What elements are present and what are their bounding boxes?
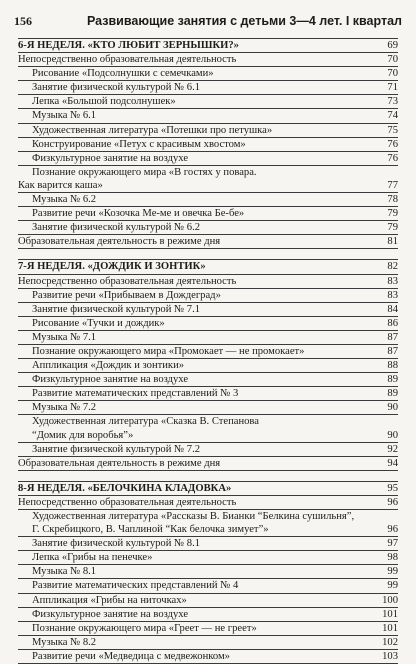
- toc-entry-title: Физкультурное занятие на воздухе: [32, 152, 189, 164]
- toc-entry-title: Непосредственно образовательная деятельность: [18, 275, 237, 287]
- toc-week-heading: [18, 481, 398, 496]
- toc-entry-page: 87: [387, 345, 398, 357]
- toc-entry-title: Аппликация «Дождик и зонтики»: [32, 360, 185, 372]
- toc-entry: [18, 303, 398, 317]
- toc-entry-title: Рисование «Подсолнушки с семечками»: [32, 68, 214, 80]
- toc-entry-page: 76: [387, 152, 398, 164]
- toc-week-heading: [18, 259, 398, 274]
- toc-entry-page: 89: [387, 388, 398, 400]
- toc-entry: [18, 95, 398, 109]
- toc-entry: [18, 636, 398, 650]
- toc-entry-page: 73: [387, 96, 398, 108]
- toc-entry-page: 81: [387, 236, 398, 248]
- toc-entry: [18, 523, 398, 537]
- toc-entry-page: 83: [387, 275, 398, 287]
- section-gap: [18, 471, 398, 481]
- toc-entry-title: Художественная литература «Рассказы В. Бианки “Белкина сушильня”,: [32, 511, 355, 522]
- toc-entry-title: Музыка № 7.2: [32, 402, 97, 414]
- toc-entry-title: Конструирование «Петух с красивым хвостом»: [32, 138, 246, 150]
- toc-entry-page: 95: [387, 482, 398, 494]
- toc-entry-title: Образовательная деятельность в режиме дня: [18, 457, 221, 469]
- toc-entry-title: Физкультурное занятие на воздухе: [32, 374, 189, 386]
- toc-entry: [18, 207, 398, 221]
- toc-entry: [18, 345, 398, 359]
- toc-entry: [18, 608, 398, 622]
- toc-entry-title: Непосредственно образовательная деятельность: [18, 496, 237, 508]
- toc-entry-page: 102: [382, 636, 398, 648]
- toc-entry-page: 96: [387, 496, 398, 508]
- toc-entry-title: Аппликация «Грибы на ниточках»: [32, 594, 187, 606]
- toc-entry: [18, 193, 398, 207]
- page-header: [14, 10, 402, 32]
- toc-entry-page: 70: [387, 68, 398, 80]
- toc-entry-title: 6-Я НЕДЕЛЯ. «КТО ЛЮБИТ ЗЕРНЫШКИ?»: [18, 40, 239, 51]
- toc-entry-page: 71: [387, 82, 398, 94]
- toc-entry-title: Лепка «Грибы на пенечке»: [32, 552, 153, 564]
- toc-entry: [18, 650, 398, 664]
- toc-entry: [18, 496, 398, 510]
- toc-entry: [18, 429, 398, 443]
- toc-entry-page: 70: [387, 54, 398, 66]
- toc-entry-title: Музыка № 7.1: [32, 331, 97, 343]
- toc-entry-page: 86: [387, 317, 398, 329]
- running-title: Развивающие занятия с детьми 3—4 лет. I квартал: [86, 14, 402, 28]
- toc-entry-page: 88: [387, 360, 398, 372]
- toc-entry: [18, 622, 398, 636]
- toc-entry-title: Музыка № 6.2: [32, 194, 97, 206]
- toc-entry-page: 96: [387, 524, 398, 536]
- toc-entry-title: Музыка № 8.2: [32, 636, 97, 648]
- toc-entry: [18, 359, 398, 373]
- toc-entry-title: Занятие физической культурой № 7.1: [32, 303, 201, 315]
- toc-entry: [18, 510, 398, 523]
- toc-entry-title: Рисование «Тучки и дождик»: [32, 317, 165, 329]
- toc-entry-title: Музыка № 6.1: [32, 110, 97, 122]
- toc-entry: [18, 579, 398, 593]
- toc-entry-page: 76: [387, 138, 398, 150]
- toc-entry-title: Развитие речи «Прибываем в Дождеград»: [32, 289, 221, 301]
- toc-entry: [18, 457, 398, 471]
- toc-entry-title: Занятие физической культурой № 8.1: [32, 538, 201, 550]
- toc-entry-title: Музыка № 8.1: [32, 566, 97, 578]
- toc-entry-title: 8-Я НЕДЕЛЯ. «БЕЛОЧКИНА КЛАДОВКА»: [18, 482, 232, 494]
- toc-entry-title: Физкультурное занятие на воздухе: [32, 608, 189, 620]
- toc-entry: [18, 53, 398, 67]
- toc-entry: [18, 138, 398, 152]
- toc-entry-page: 77: [387, 179, 398, 191]
- toc-entry-page: 79: [387, 222, 398, 234]
- toc-entry-title: Художественная литература «Сказка В. Степанова: [32, 416, 259, 428]
- toc-entry-title: Развитие математических представлений № 4: [32, 580, 239, 592]
- toc-entry-page: 90: [387, 429, 398, 441]
- toc-entry-page: 101: [382, 608, 398, 620]
- toc-entry-page: 83: [387, 289, 398, 301]
- toc-entry-title: Занятие физической культурой № 7.2: [32, 443, 201, 455]
- toc-entry: [18, 373, 398, 387]
- toc-entry-page: 79: [387, 208, 398, 220]
- section-gap: [18, 249, 398, 259]
- toc-entry-page: 103: [382, 650, 398, 662]
- toc-entry-page: 92: [387, 443, 398, 455]
- toc-entry: [18, 275, 398, 289]
- toc-entry: [18, 443, 398, 457]
- toc-entry-page: 87: [387, 331, 398, 343]
- toc-entry-page: 69: [387, 40, 398, 51]
- toc-entry: [18, 401, 398, 415]
- toc-entry: [18, 317, 398, 331]
- toc-entry-page: 101: [382, 622, 398, 634]
- toc-entry-page: 98: [387, 552, 398, 564]
- table-of-contents: [18, 38, 398, 664]
- toc-entry-page: 82: [387, 261, 398, 273]
- toc-entry-title: Как варится каша»: [18, 179, 103, 191]
- toc-entry: [18, 565, 398, 579]
- toc-entry-title: Занятие физической культурой № 6.2: [32, 222, 201, 234]
- toc-entry-page: 94: [387, 457, 398, 469]
- toc-entry: [18, 221, 398, 235]
- toc-entry-title: 7-Я НЕДЕЛЯ. «ДОЖДИК И ЗОНТИК»: [18, 261, 206, 273]
- toc-entry-title: Образовательная деятельность в режиме дня: [18, 236, 221, 248]
- toc-entry-title: Лепка «Большой подсолнушек»: [32, 96, 176, 108]
- toc-entry: [18, 166, 398, 179]
- toc-entry: [18, 124, 398, 138]
- toc-entry-page: 99: [387, 580, 398, 592]
- toc-entry-page: 74: [387, 110, 398, 122]
- toc-entry-page: 100: [382, 594, 398, 606]
- toc-entry-title: Непосредственно образовательная деятельность: [18, 54, 237, 66]
- toc-entry: [18, 331, 398, 345]
- toc-entry: [18, 67, 398, 81]
- toc-entry-title: Занятие физической культурой № 6.1: [32, 82, 201, 94]
- toc-entry-page: 90: [387, 402, 398, 414]
- toc-entry: [18, 537, 398, 551]
- toc-entry: [18, 81, 398, 95]
- toc-entry: [18, 179, 398, 193]
- toc-entry-page: 89: [387, 374, 398, 386]
- toc-entry-title: Развитие речи «Козочка Ме-ме и овечка Бе-бе»: [32, 208, 245, 220]
- toc-entry-title: Познание окружающего мира «Промокает — не промокает»: [32, 345, 305, 357]
- toc-entry: [18, 415, 398, 428]
- toc-entry: [18, 594, 398, 608]
- toc-entry-title: “Домик для воробья”»: [32, 429, 134, 441]
- toc-week-heading: [18, 38, 398, 53]
- toc-entry: [18, 235, 398, 249]
- toc-entry-title: Художественная литература «Потешки про петушка»: [32, 124, 273, 136]
- toc-entry: [18, 152, 398, 166]
- page-number: 156: [14, 13, 32, 28]
- toc-entry-page: 84: [387, 303, 398, 315]
- toc-entry: [18, 387, 398, 401]
- toc-entry-page: 78: [387, 194, 398, 206]
- toc-entry-page: 75: [387, 124, 398, 136]
- toc-entry-title: Развитие речи «Медведица с медвежонком»: [32, 650, 230, 662]
- toc-entry: [18, 109, 398, 123]
- toc-entry: [18, 551, 398, 565]
- toc-entry-title: Развитие математических представлений № 3: [32, 388, 239, 400]
- toc-entry-title: Познание окружающего мира «Греет — не греет»: [32, 622, 257, 634]
- toc-entry-page: 99: [387, 566, 398, 578]
- toc-entry-page: 97: [387, 538, 398, 550]
- toc-entry: [18, 289, 398, 303]
- toc-entry-title: Познание окружающего мира «В гостях у повара.: [32, 166, 257, 178]
- toc-entry-title: Г. Скребицкого, В. Чаплиной “Как белочка зимует”»: [32, 524, 269, 536]
